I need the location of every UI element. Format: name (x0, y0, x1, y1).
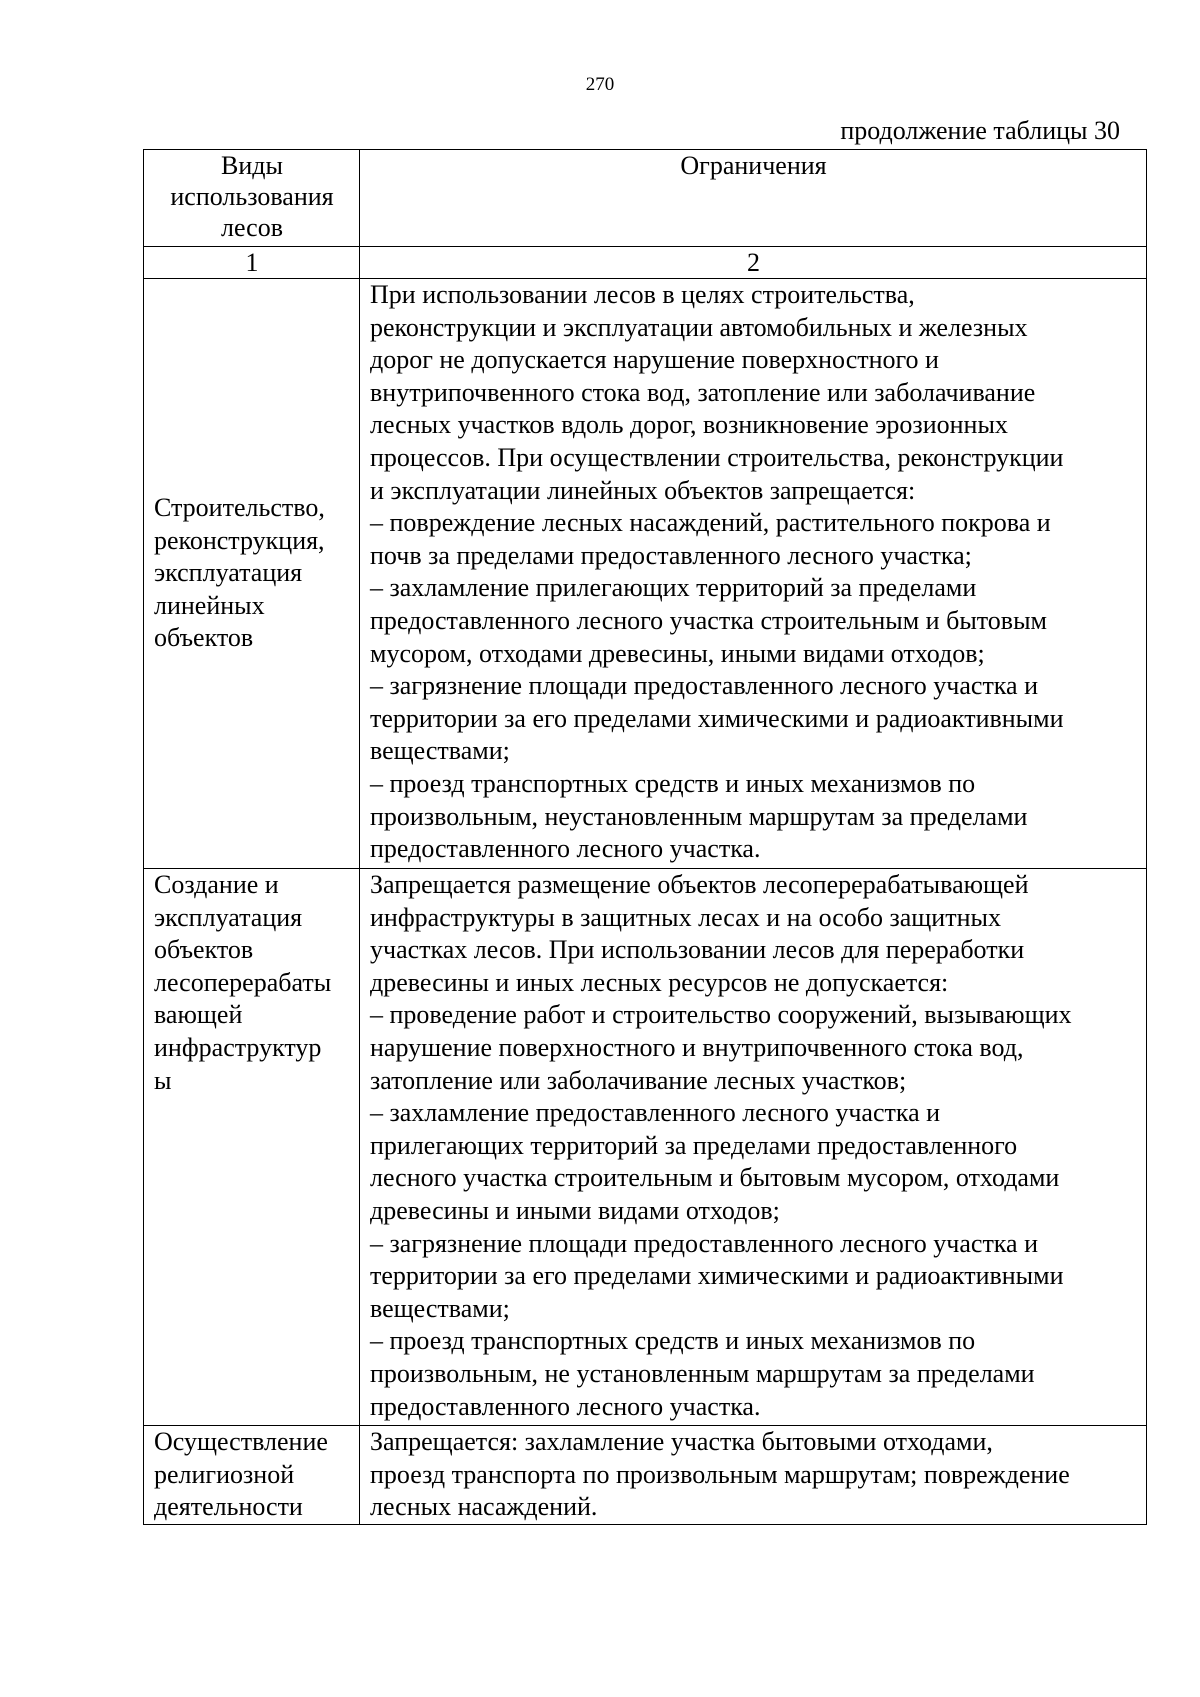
restriction-line: лесных участков вдоль дорог, возникновение эрозионных (370, 410, 1008, 440)
restriction-line: произвольным, не установленным маршрутам за пределами (370, 1358, 1035, 1388)
restriction-line: лесного участка строительным и бытовым мусором, отходами (370, 1163, 1060, 1193)
forest-use-type-line: лесоперерабаты (154, 967, 332, 997)
forest-use-type-line: религиозной (154, 1459, 295, 1489)
restriction-line: проезд транспорта по произвольным маршрутам; повреждение (370, 1459, 1070, 1489)
restriction-line: участках лесов. При использовании лесов для переработки (370, 935, 1025, 965)
column-number-1: 1 (144, 247, 360, 279)
restriction-line: территории за его пределами химическими и радиоактивными (370, 1261, 1064, 1291)
restriction-line: произвольным, неустановленным маршрутам за пределами (370, 801, 1028, 831)
forest-use-type-line: эксплуатация (154, 558, 303, 588)
restriction-line: и эксплуатации линейных объектов запрещается: (370, 475, 916, 505)
restriction-line: процессов. При осуществлении строительства, реконструкции (370, 442, 1064, 472)
header-restrictions: Ограничения (360, 150, 1147, 247)
restriction-line: почв за пределами предоставленного лесного участка; (370, 540, 972, 570)
forest-use-type-line: реконструкция, (154, 525, 325, 555)
restriction-line: При использовании лесов в целях строительства, (370, 280, 915, 309)
restriction-line: прилегающих территорий за пределами предоставленного (370, 1130, 1018, 1160)
restriction-line: дорог не допускается нарушение поверхностного и (370, 345, 939, 375)
forest-use-type-line: вающей (154, 1000, 243, 1030)
header-line: лесов (221, 213, 283, 242)
table-row (144, 869, 1147, 1426)
forest-use-type-cell (144, 869, 360, 1426)
restriction-line: – загрязнение площади предоставленного лесного участка и (370, 671, 1039, 701)
restriction-line: – проезд транспортных средств и иных механизмов по (370, 768, 976, 798)
restriction-line: мусором, отходами древесины, иными видами отходов; (370, 638, 985, 668)
restriction-line: внутрипочвенного стока вод, затопление или заболачивание (370, 377, 1036, 407)
restriction-line: предоставленного лесного участка строительным и бытовым (370, 605, 1048, 635)
restriction-line: Запрещается размещение объектов лесоперерабатывающей (370, 870, 1029, 899)
page-number: 270 (585, 74, 615, 95)
restriction-line: – проведение работ и строительство сооружений, вызывающих (370, 1000, 1072, 1030)
column-number-2: 2 (360, 247, 1147, 279)
restriction-line: лесных насаждений. (370, 1492, 598, 1522)
table-row (144, 1426, 1147, 1525)
forest-use-type-cell (144, 279, 360, 869)
restriction-line: веществами; (370, 736, 510, 766)
restriction-line: нарушение поверхностного и внутрипочвенного стока вод, (370, 1032, 1024, 1062)
restriction-line: древесины и иными видами отходов; (370, 1195, 780, 1225)
forest-use-type-line: ы (154, 1065, 172, 1095)
restriction-line: реконструкции и эксплуатации автомобильных и железных (370, 312, 1028, 342)
restriction-line: – загрязнение площади предоставленного лесного участка и (370, 1228, 1039, 1258)
forest-use-type-cell (144, 1426, 360, 1525)
restriction-line: древесины и иных лесных ресурсов не допускается: (370, 967, 949, 997)
forest-use-type-line: объектов (154, 623, 254, 653)
restriction-line: веществами; (370, 1293, 510, 1323)
header-line: Виды (221, 151, 283, 180)
restrictions-table (143, 149, 1147, 1525)
header-line: использования (170, 182, 334, 211)
forest-use-type-line: линейных (154, 590, 265, 620)
forest-use-type-line: Строительство, (154, 493, 325, 523)
forest-use-type-line: инфраструктур (154, 1032, 322, 1062)
header-forest-use-types (144, 150, 360, 247)
column-number-row (144, 247, 1147, 279)
restriction-cell (360, 1426, 1147, 1525)
restriction-cell (360, 279, 1147, 869)
forest-use-type-line: объектов (154, 935, 254, 965)
table-header-row (144, 150, 1147, 247)
restriction-line: затопление или заболачивание лесных участков; (370, 1065, 907, 1095)
restriction-line: – повреждение лесных насаждений, растительного покрова и (370, 508, 1051, 538)
restriction-line: – захламление прилегающих территорий за пределами (370, 573, 977, 603)
table-caption: продолжение таблицы 30 (840, 116, 1120, 145)
restriction-line: – проезд транспортных средств и иных механизмов по (370, 1326, 976, 1356)
restriction-line: предоставленного лесного участка. (370, 1391, 761, 1421)
restriction-cell (360, 869, 1147, 1426)
forest-use-type-line: эксплуатация (154, 902, 303, 932)
restriction-line: инфраструктуры в защитных лесах и на особо защитных (370, 902, 1001, 932)
restriction-line: – захламление предоставленного лесного участка и (370, 1098, 941, 1128)
restriction-line: Запрещается: захламление участка бытовыми отходами, (370, 1427, 993, 1456)
forest-use-type-line: деятельности (154, 1492, 303, 1522)
forest-use-type-line: Создание и (154, 870, 279, 899)
restriction-line: предоставленного лесного участка. (370, 834, 761, 864)
restriction-line: территории за его пределами химическими и радиоактивными (370, 703, 1064, 733)
table-row (144, 279, 1147, 869)
forest-use-type-line: Осуществление (154, 1427, 328, 1456)
